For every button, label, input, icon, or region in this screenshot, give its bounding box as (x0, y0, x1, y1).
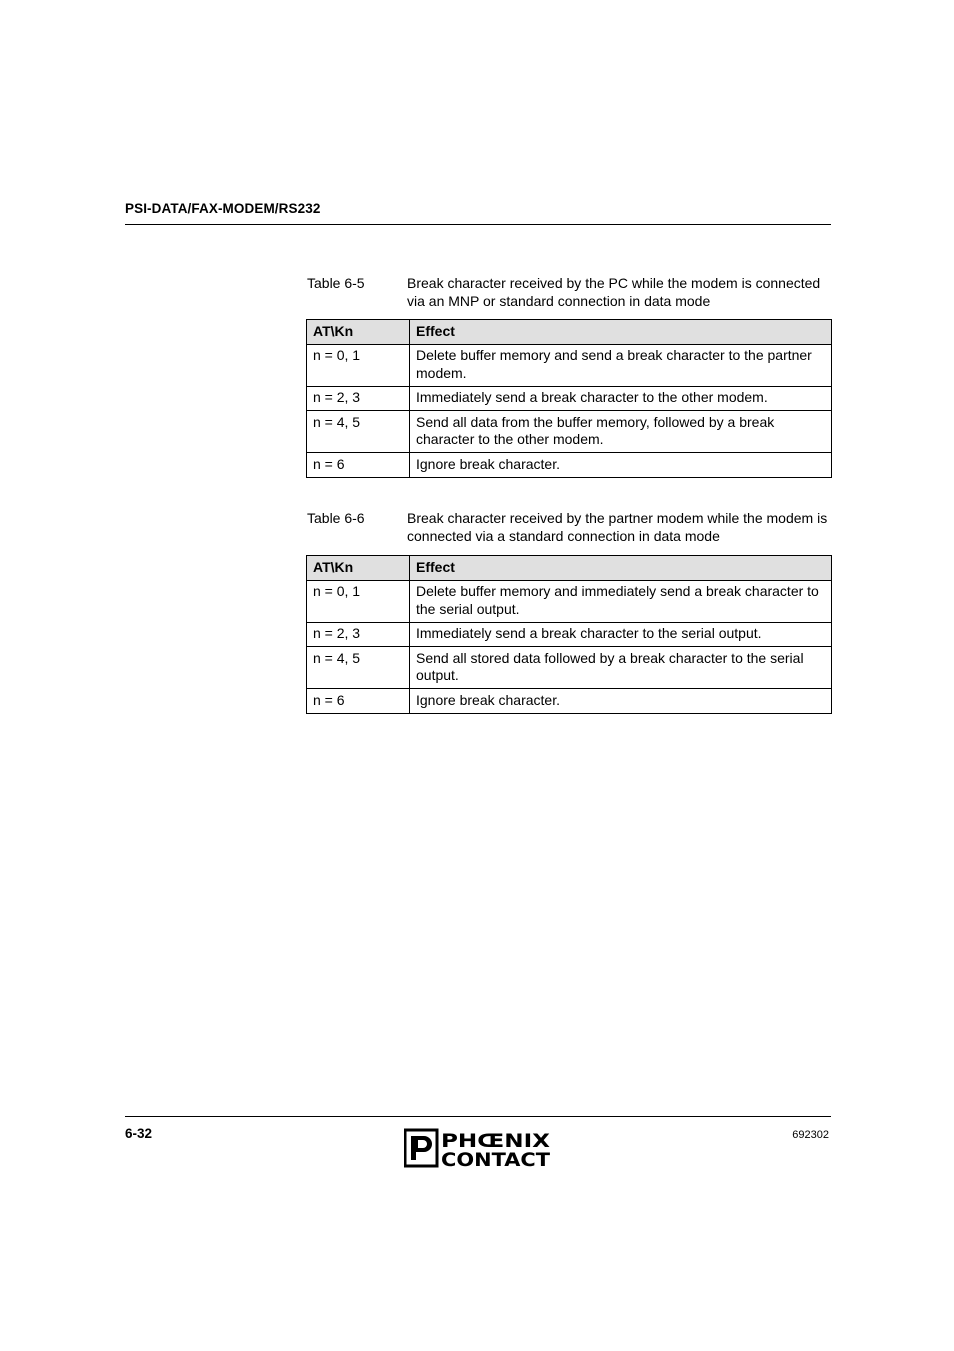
setting-cell: n = 0, 1 (307, 580, 410, 622)
effect-cell: Delete buffer memory and send a break character to the partner modem. (410, 344, 832, 386)
table-6-6 (306, 555, 832, 714)
table-row (307, 344, 832, 386)
column-header-effect: Effect (410, 556, 832, 581)
phoenix-contact-logo-icon (404, 1128, 552, 1168)
effect-cell: Send all data from the buffer memory, followed by a break character to the other modem. (410, 411, 832, 453)
table-row (307, 622, 832, 647)
column-header-atkn: AT\Kn (307, 556, 410, 581)
setting-cell: n = 4, 5 (307, 647, 410, 689)
table-6-6-caption (307, 510, 831, 546)
table-header-row (307, 556, 832, 581)
table-caption-text: Break character received by the PC while the modem is connected via an MNP or standard connection in data mode (407, 275, 821, 309)
setting-cell: n = 0, 1 (307, 344, 410, 386)
table-row (307, 386, 832, 411)
logo-line-1: PHŒNIX (441, 1130, 551, 1152)
setting-cell: n = 2, 3 (307, 622, 410, 647)
table-row (307, 411, 832, 453)
table-label: Table 6-5 (307, 275, 365, 291)
header-divider (125, 224, 831, 225)
table-row (307, 580, 832, 622)
effect-cell: Ignore break character. (410, 453, 832, 478)
document-number: 692302 (792, 1129, 829, 1141)
column-header-atkn: AT\Kn (307, 320, 410, 345)
table-row (307, 689, 832, 714)
phoenix-contact-logo (404, 1128, 552, 1168)
effect-cell: Delete buffer memory and immediately send a break character to the serial output. (410, 580, 832, 622)
table-6-5 (306, 319, 832, 478)
footer-divider (125, 1116, 831, 1117)
setting-cell: n = 4, 5 (307, 411, 410, 453)
running-header-title: PSI-DATA/FAX-MODEM/RS232 (125, 201, 321, 216)
table-header-row (307, 320, 832, 345)
effect-cell: Send all stored data followed by a break character to the serial output. (410, 647, 832, 689)
table-row (307, 647, 832, 689)
table-label: Table 6-6 (307, 510, 365, 526)
effect-cell: Immediately send a break character to the other modem. (410, 386, 832, 411)
table-6-5-caption (307, 275, 831, 311)
effect-cell: Ignore break character. (410, 689, 832, 714)
table-row (307, 453, 832, 478)
setting-cell: n = 6 (307, 689, 410, 714)
logo-line-2: CONTACT (441, 1149, 551, 1168)
effect-cell: Immediately send a break character to the serial output. (410, 622, 832, 647)
page-number: 6-32 (125, 1126, 153, 1141)
table-caption-text: Break character received by the partner modem while the modem is connected via a standard connection in data mode (407, 510, 828, 544)
setting-cell: n = 6 (307, 453, 410, 478)
setting-cell: n = 2, 3 (307, 386, 410, 411)
column-header-effect: Effect (410, 320, 832, 345)
